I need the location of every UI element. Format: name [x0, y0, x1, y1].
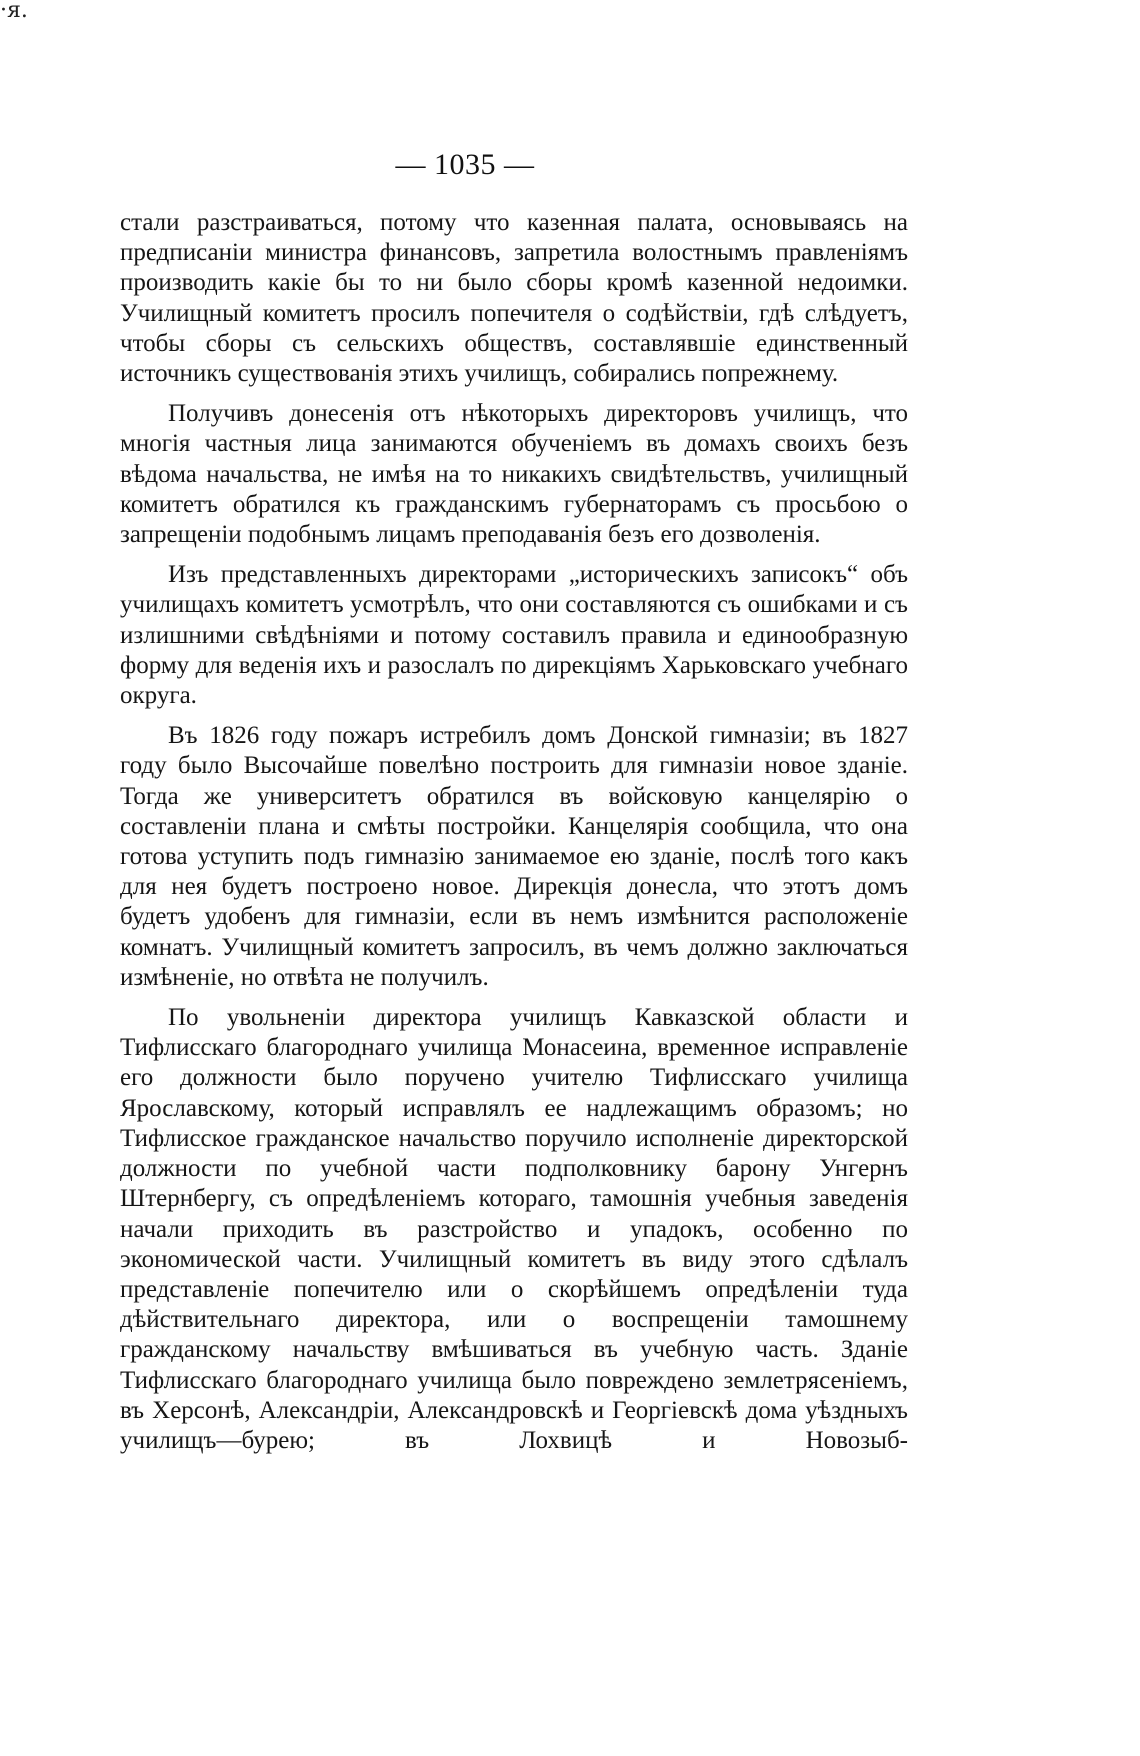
page-number: — 1035 — [395, 148, 535, 181]
paragraph-2: Получивъ донесенія отъ нѣкоторыхъ директоровъ училищъ, что многія частныя лица занимаются обученіемъ въ домахъ своихъ безъ вѣдома начальства, не имѣя на то никакихъ свидѣтельствъ, училищный комитетъ обратился къ гражданскимъ губернаторамъ съ просьбою о запрещеніи подобнымъ лицамъ преподаванія безъ его дозволенія. [120, 400, 908, 549]
paragraph-1: стали разстраиваться, потому что казенная палата, основываясь на предписаніи министра финансовъ, запретила волостнымъ правленіямъ производить какіе бы то ни было сборы кромѣ казенной недоимки. Училищный комитетъ просилъ попечителя о содѣйствіи, гдѣ слѣдуетъ, чтобы сборы съ сельскихъ обществъ, составлявшіе единственный источникъ существованія этихъ училищъ, собирались попрежнему. [120, 209, 908, 388]
paragraph-5: По увольненіи директора училищъ Кавказской области и Тифлисскаго благороднаго училища Монасеина, временное исправленіе его должности было поручено учителю Тифлисскаго училища Ярославскому, который исправлялъ ее надлежащимъ образомъ; но Тифлисское гражданское начальство поручило исполненіе директорской должности по учебной части подполковнику барону Унгернъ Штернбергу, съ опредѣленіемъ котораго, тамошнія учебныя заведенія начали приходить въ разстройство и упадокъ, особенно по экономической части. Училищный комитетъ въ виду этого сдѣлалъ представленіе попечителю или о скорѣйшемъ опредѣленіи туда дѣйствительнаго директора, или о воспрещеніи тамошнему гражданскому начальству вмѣшиваться въ учебную часть. Зданіе Тифлисскаго благороднаго училища было повреждено землетрясеніемъ, въ Херсонѣ, Александріи, Александровскѣ и Георгіевскѣ дома уѣздныхъ училищъ—бурею; въ Лохвицѣ и Новозыб- [120, 1004, 908, 1454]
paragraph-3: Изъ представленныхъ директорами „историческихъ записокъ“ объ училищахъ комитетъ усмотрѣлъ, что они составляются съ ошибками и съ излишними свѣдѣніями и потому составилъ правила и единообразную форму для веденія ихъ и разослалъ по дирекціямъ Харьковскаго учебнаго округа. [120, 561, 908, 710]
text-body [120, 208, 908, 1456]
paragraph-4: Въ 1826 году пожаръ истребилъ домъ Донской гимназіи; въ 1827 году было Высочайше повелѣно построить для гимназіи новое зданіе. Тогда же университетъ обратился въ войсковую канцелярію о составленіи плана и смѣты постройки. Канцелярія сообщила, что она готова уступить подъ гимназію занимаемое ею зданіе, послѣ того какъ для нея будетъ построено новое. Дирекція донесла, что этотъ домъ будетъ удобенъ для гимназіи, если въ немъ измѣнится расположеніе комнатъ. Училищный комитетъ запросилъ, въ чемъ должно заключаться измѣненіе, но отвѣта не получилъ. [120, 722, 908, 991]
corner-mark: ·я. [0, 0, 28, 23]
